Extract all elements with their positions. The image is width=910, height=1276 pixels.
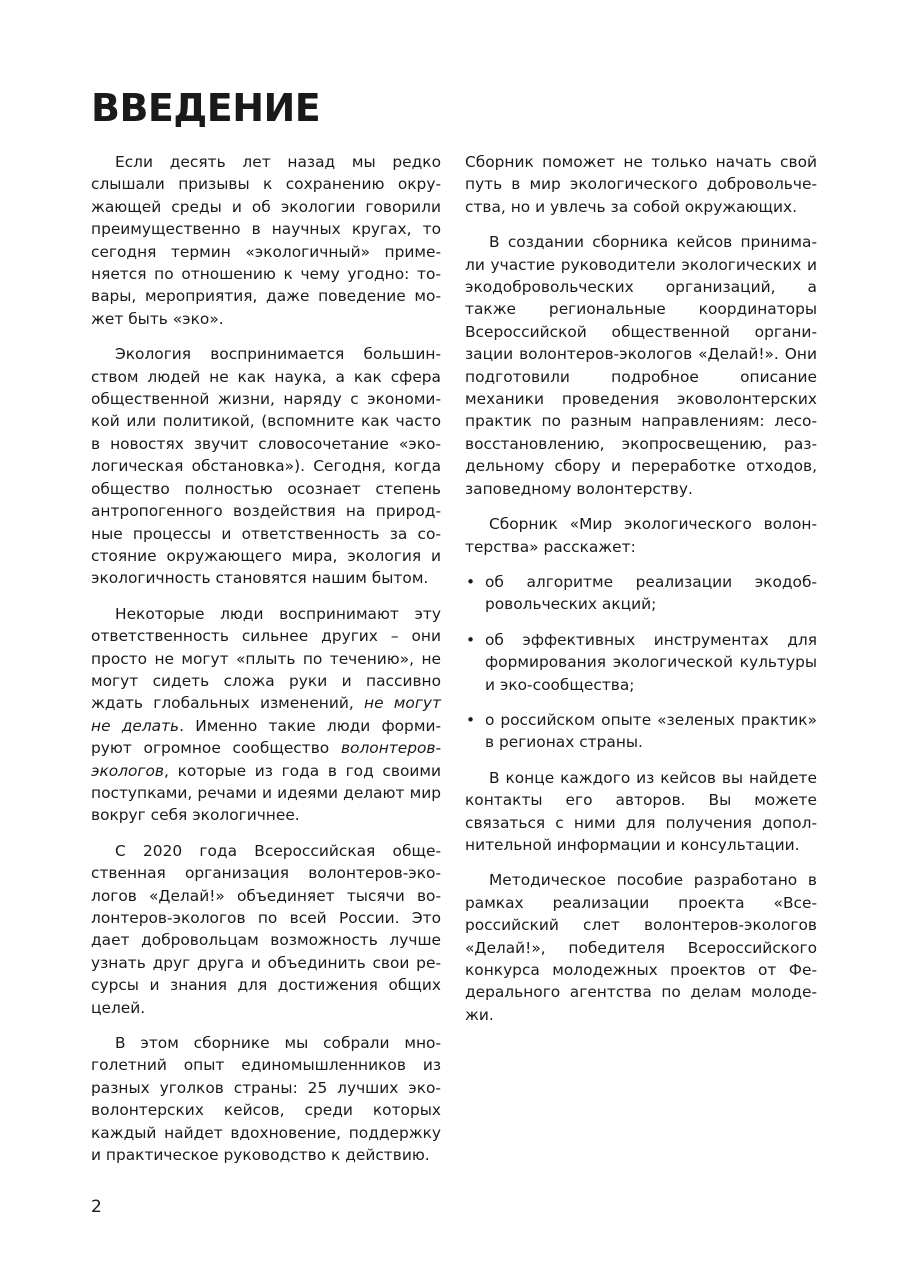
bullet-icon: • [466,710,476,729]
right-column [465,151,817,1039]
bullet-icon: • [466,630,476,649]
paragraph-collection-purpose: Сборник поможет не только начать свой путь в мир экологического добровольчества, но и увлечь за собой окружающих. [465,153,817,216]
paragraph-collection: В этом сборнике мы собрали многолетний опыт единомышленников из разных уголков страны: 25 лучших эко-волонтерских кейсов, среди которых каждый найдет вдохновение, поддержку и практическое руководство к действию. [91,1034,441,1165]
list-item-text: о российском опыте «зеленых практик» в регионах страны. [485,710,817,752]
italic-phrase: не могут не делать [91,694,441,735]
paragraph-authors: В создании сборника кейсов принимали участие руководители экологических и экодобровольческих организаций, а также региональные координаторы Всероссийской общественной организации волонтеров-экологов «Делай!». Они подготовили подробное описание механики проведения эковолонтерских практик по разным направлениям: лесовосстановлению, экопросвещению, раздельному сбору и переработке отходов, заповедному волонтерству. [465,233,817,498]
page-title: ВВЕДЕНИЕ [91,86,321,130]
italic-phrase: волонтеров-экологов [91,739,441,780]
page-number: 2 [91,1197,102,1217]
paragraph-organization: С 2020 года Всероссийская общественная организация волонтеров-экологов «Делай!» объединяет тысячи волонтеров-экологов по всей России. Это дает добровольцам возможность лучше узнать друг друга и объединить свои ресурсы и знания для достижения общих целей. [91,841,441,1017]
list-item [465,709,817,754]
list-item-text: об эффективных инструментах для формирования экологической культуры и эко-сообщества; [485,630,817,694]
list-item [465,629,817,696]
contents-list [465,571,817,754]
paragraph-contents-intro: Сборник «Мир экологического волонтерства» расскажет: [465,515,817,556]
left-column [91,151,441,1179]
paragraph-text: . Именно такие люди формируют огромное сообщество [91,716,442,758]
bullet-icon: • [466,572,476,591]
list-item [465,571,817,616]
paragraph-responsibility [91,603,441,827]
paragraph-ecology-perception: Экология воспринимается большинством людей не как наука, а как сфера общественной жизни, наряду с экономикой или политикой, (вспомните как часто в новостях звучит словосочетание «экологическая обстановка»). Сегодня, когда общество полностью осознает степень антропогенного воздействия на природные процессы и ответственность за состояние окружающего мира, экология и экологичность становятся нашим бытом. [91,345,441,588]
paragraph-text: , которые из года в год своими поступками, речами и идеями делают мир вокруг себя экологичнее. [91,761,441,825]
paragraph-intro: Если десять лет назад мы редко слышали призывы к сохранению окружающей среды и об экологии говорили преимущественно в научных кругах, то сегодня термин «экологичный» применяется по отношению к чему угодно: товары, мероприятия, даже поведение может быть «эко». [91,153,441,328]
paragraph-contacts: В конце каждого из кейсов вы найдете контакты его авторов. Вы можете связаться с ними для получения дополнительной информации и консультации. [465,768,817,854]
list-item-text: об алгоритме реализации экодобровольческих акций; [485,572,817,614]
paragraph-project: Методическое пособие разработано в рамках реализации проекта «Всероссийский слет волонтеров-экологов «Делай!», победителя Всероссийского конкурса молодежных проектов от Федерального агентства по делам молодежи. [465,871,817,1024]
paragraph-text: Некоторые люди воспринимают эту ответственность сильнее других – они просто не могут «плыть по течению», не могут сидеть сложа руки и пассивно ждать глобальных изменений, [91,604,441,713]
